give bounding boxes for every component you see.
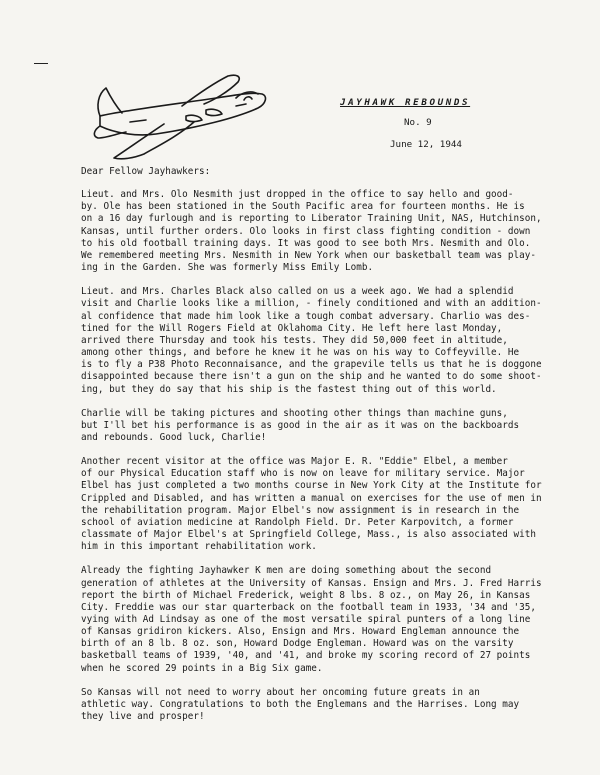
margin-dash [34,63,48,64]
paragraph-closing: So Kansas will not need to worry about her oncoming future greats in an athletic way. Congratulations to both the Englemans and the Harrises. Long may they live and prosper! [81,686,520,723]
letter-body [81,166,551,735]
paragraph-charles-black: Lieut. and Mrs. Charles Black also called on us a week ago. We had a splendid visit and Charlie looks like a million, - finely conditioned and with an addition- al confidence that made him look like a tough combat adversary. Charlio was des- tined for the Will Rogers Field at Oklahoma City. He left here last Monday, arrived there Thursday and took his tests. They did 50,000 feet in altitude, among other things, and before he knew it he was on his way to Coffeyville. He is to fly a P38 Photo Reconnaisance, and the grapevile tells us that he is doggone disappointed because there isn't a gun on the ship and he wanted to do some shoot- ing, but they do say that his ship is the fastest thing out of this world. [81,286,542,395]
newsletter-title: JAYHAWK REBOUNDS [340,97,471,108]
paragraph-charlie-pictures: Charlie will be taking pictures and shooting other things than machine guns, but I'll bet his performance is as good in the air as it was on the backboards and rebounds. Good luck, Charlie! [81,407,520,443]
salutation: Dear Fellow Jayhawkers: [81,166,211,177]
paragraph-eddie-elbel: Another recent visitor at the office was Major E. R. "Eddie" Elbel, a member of our Physical Education staff who is now on leave for military service. Major Elbel has just completed a two months course in New York City at the Institute for Crippled and Disabled, and has written a manual on exercises for the use of men in the rehabilitation program. Major Elbel's now assignment is in research in the school of aviation medicine at Randolph Field. Dr. Peter Karpovitch, a former classmate of Major Elbel's at Springfield College, Mass., is also associated with him in this important rehabilitation work. [81,456,542,553]
masthead [340,97,540,150]
issue-date: June 12, 1944 [390,139,462,150]
issue-number: No. 9 [404,117,432,128]
paragraph-second-generation: Already the fighting Jayhawker K men are doing something about the second generation of athletes at the University of Kansas. Ensign and Mrs. J. Fred Harris report the birth of Michael Frederick, weight 8 lbs. 8 oz., on May 26, in Kansas City. Freddie was our star quarterback on the football team in 1933, '34 and '35, vying with Ad Lindsay as one of the most versatile spiral punters of a long line of Kansas gridiron kickers. Also, Ensign and Mrs. Howard Engleman announce the birth of an 8 lb. 8 oz. son, Howard Dodge Engleman. Howard was on the varsity basketball teams of 1939, '40, and '41, and broke my scoring record of 27 points when he scored 29 points in a Big Six game. [81,565,542,674]
paragraph-olo-nesmith: Lieut. and Mrs. Olo Nesmith just dropped in the office to say hello and good- by. Ole has been stationed in the South Pacific area for fourteen months. He is on a 16 day furlough and is reporting to Liberator Training Unit, NAS, Hutchinson, Kansas, until further orders. Olo looks in first class fighting condition - down to his old football training days. It was good to see both Mrs. Nesmith and Olo. We remembered meeting Mrs. Nesmith in New York when our basketball team was play- ing in the Garden. She was formerly Miss Emily Lomb. [81,189,542,274]
airplane-drawing [86,70,276,162]
